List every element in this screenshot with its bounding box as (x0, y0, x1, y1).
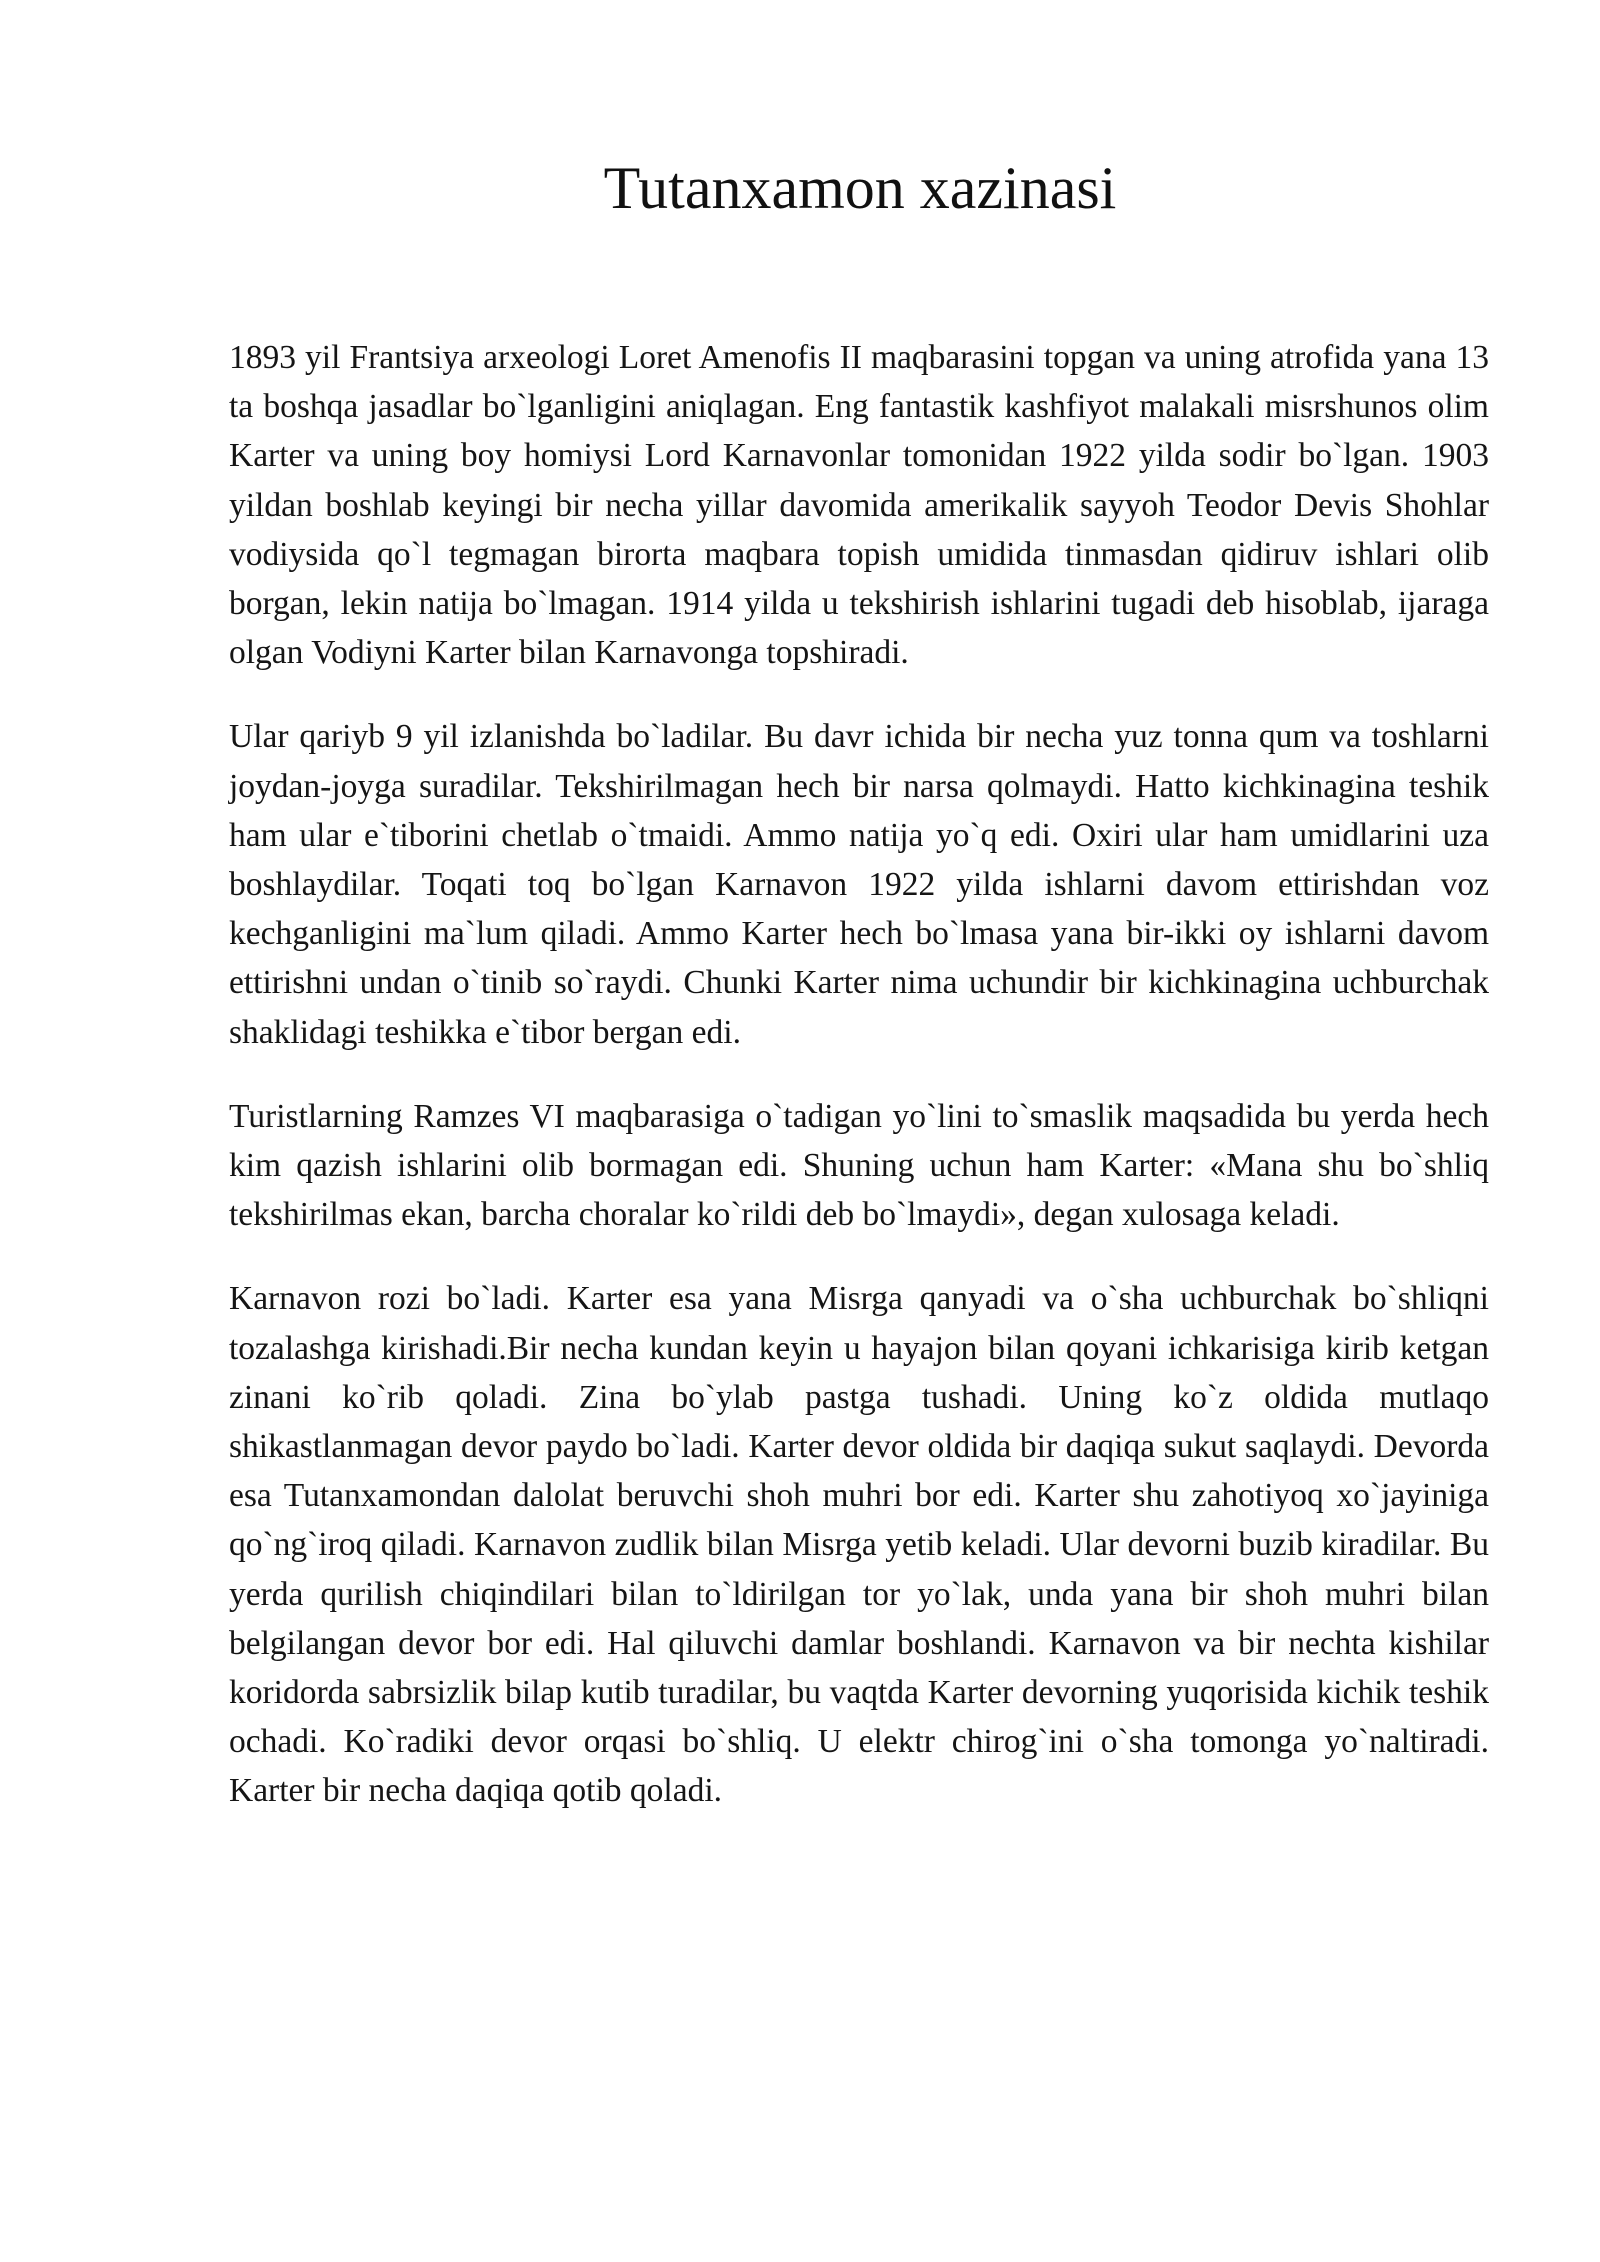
paragraph-2: Ular qariyb 9 yil izlanishda bo`ladilar. Bu davr ichida bir necha yuz tonna qum va toshlarni joydan-joyga suradilar. Tekshirilmagan hech bir narsa qolmaydi. Hatto kichkinagina teshik ham ular e`tiborini chetlab o`tmaidi. Ammo natija yo`q edi. Oxiri ular ham umidlarini uza boshlaydilar. Toqati toq bo`lgan Karnavon 1922 yilda ishlarni davom ettirishdan voz kechganligini ma`lum qiladi. Ammo Karter hech bo`lmasa yana bir-ikki oy ishlarni davom ettirishni undan o`tinib so`raydi. Chunki Karter nima uchundir bir kichkinagina uchburchak shaklidagi teshikka e`tibor bergan edi. (229, 718, 1489, 1051)
document-body (229, 333, 1489, 1816)
paragraph-3: Turistlarning Ramzes VI maqbarasiga o`tadigan yo`lini to`smaslik maqsadida bu yerda hech kim qazish ishlarini olib bormagan edi. Shuning uchun ham Karter: «Mana shu bo`shliq tekshirilmas ekan, barcha choralar ko`rildi deb bo`lmaydi», degan xulosaga keladi. (229, 1097, 1489, 1234)
document-title: Tutanxamon xazinasi (603, 155, 1117, 221)
paragraph-4: Karnavon rozi bo`ladi. Karter esa yana Misrga qanyadi va o`sha uchburchak bo`shliqni tozalashga kirishadi.Bir necha kundan keyin u hayajon bilan qoyani ichkarisiga kirib ketgan zinani ko`rib qoladi. Zina bo`ylab pastga tushadi. Uning ko`z oldida mutlaqo shikastlanmagan devor paydo bo`ladi. Karter devor oldida bir daqiqa sukut saqlaydi. Devorda esa Tutanxamondan dalolat beruvchi shoh muhri bor edi. Karter shu zahotiyoq xo`jayiniga qo`ng`iroq qiladi. Karnavon zudlik bilan Misrga yetib keladi. Ular devorni buzib kiradilar. Bu yerda qurilish chiqindilari bilan to`ldirilgan tor yo`lak, unda yana bir shoh muhri bilan belgilangan devor bor edi. Hal qiluvchi damlar boshlandi. Karnavon va bir nechta kishilar koridorda sabrsizlik bilap kutib turadilar, bu vaqtda Karter devorning yuqorisida kichik teshik ochadi. Ko`radiki devor orqasi bo`shliq. U elektr chirog`ini o`sha tomonga yo`naltiradi. Karter bir necha daqiqa qotib qoladi. (229, 1280, 1489, 1810)
paragraph-1: 1893 yil Frantsiya arxeologi Loret Amenofis II maqbarasini topgan va uning atrofida yana 13 ta boshqa jasadlar bo`lganligini aniqlagan. Eng fantastik kashfiyot malakali misrshunos olim Karter va uning boy homiysi Lord Karnavonlar tomonidan 1922 yilda sodir bo`lgan. 1903 yildan boshlab keyingi bir necha yillar davomida amerikalik sayyoh Teodor Devis Shohlar vodiysida qo`l tegmagan birorta maqbara topish umidida tinmasdan qidiruv ishlari olib borgan, lekin natija bo`lmagan. 1914 yilda u tekshirish ishlarini tugadi deb hisoblab, ijaraga olgan Vodiyni Karter bilan Karnavonga topshiradi. (229, 339, 1489, 672)
